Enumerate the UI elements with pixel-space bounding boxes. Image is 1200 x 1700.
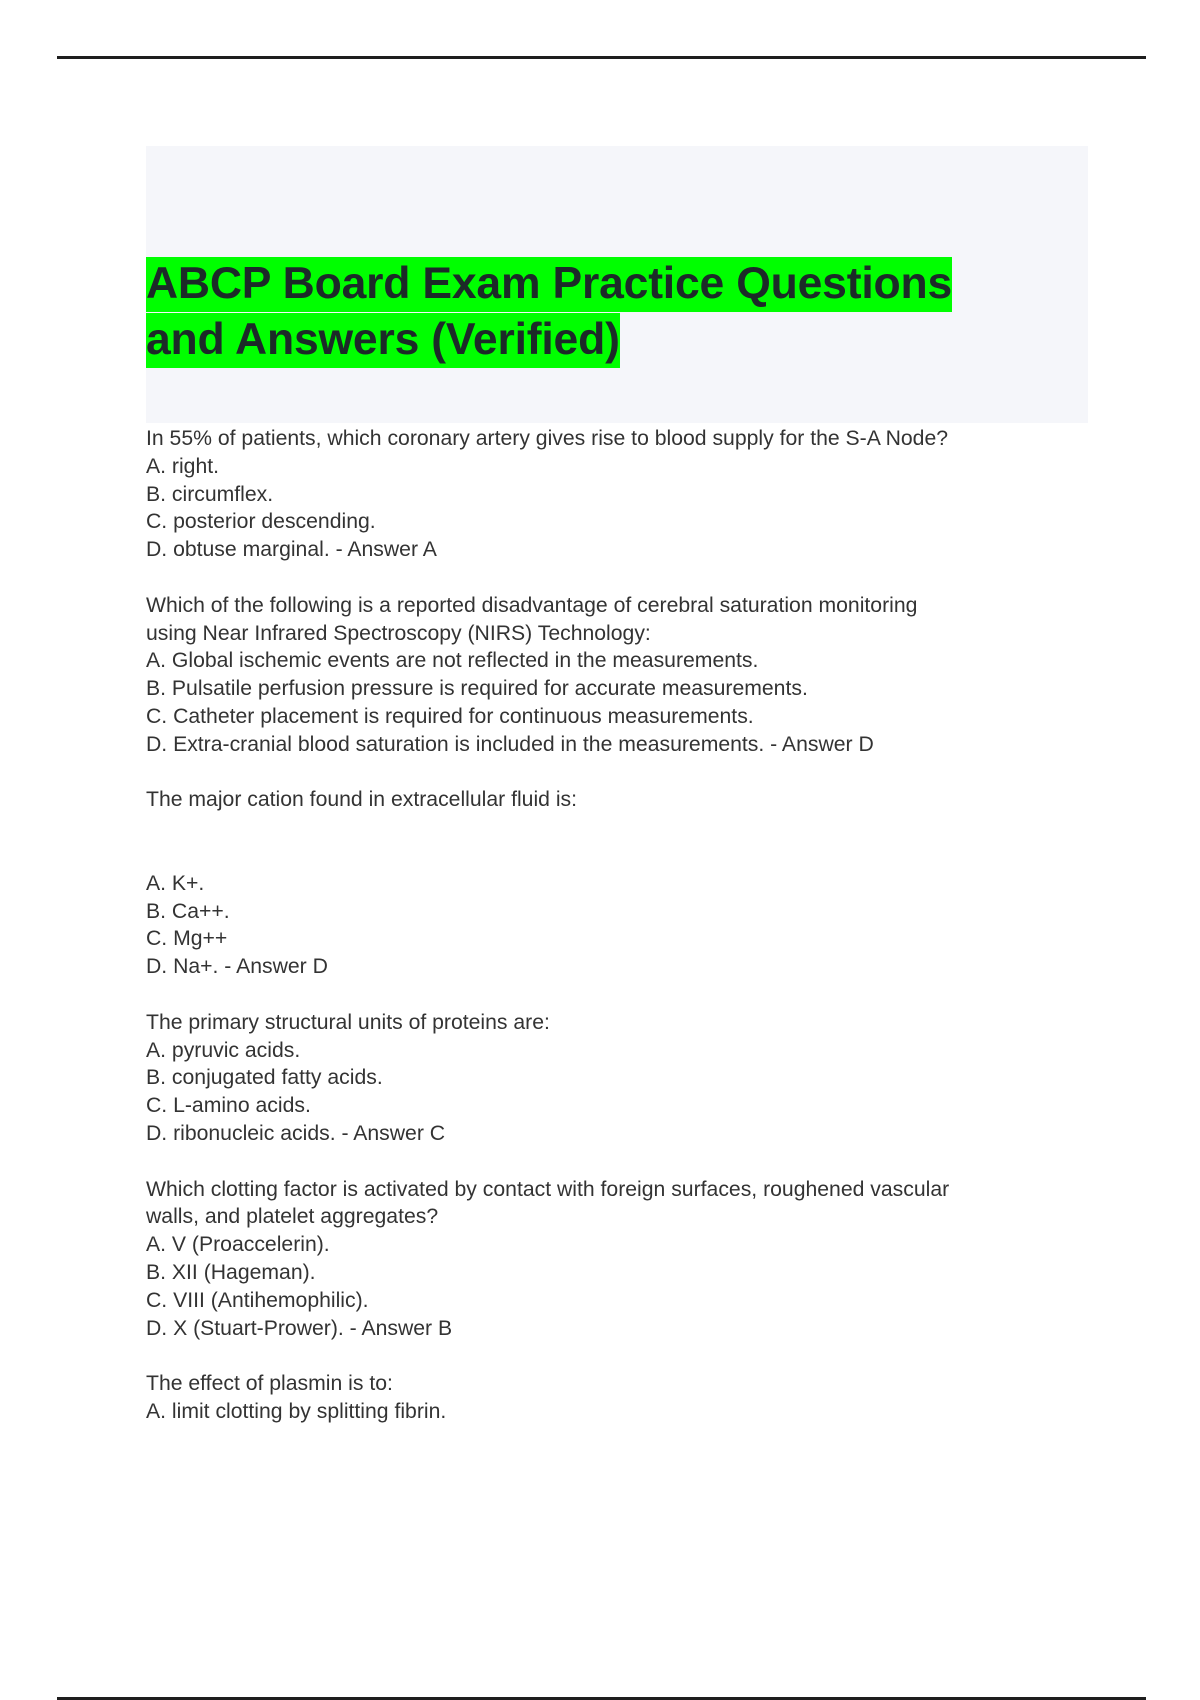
question-prompt: Which clotting factor is activated by contact with foreign surfaces, roughened vascular xyxy=(146,1177,950,1201)
answer-option: B. conjugated fatty acids. xyxy=(146,1066,383,1090)
answer-option-with-key: D. obtuse marginal. - Answer A xyxy=(146,538,437,562)
answer-option: B. circumflex. xyxy=(146,482,274,506)
question-prompt: The effect of plasmin is to: xyxy=(146,1372,393,1396)
question-prompt: In 55% of patients, which coronary artery gives rise to blood supply for the S-A Node? xyxy=(146,427,949,450)
answer-option-with-key: D. Extra-cranial blood saturation is included in the measurements. - Answer D xyxy=(146,732,874,756)
question-2 xyxy=(146,592,1106,759)
answer-option-with-key: D. X (Stuart-Prower). - Answer B xyxy=(146,1316,453,1340)
question-prompt: Which of the following is a reported disadvantage of cerebral saturation monitoring xyxy=(146,593,918,617)
top-divider-line xyxy=(57,56,1146,59)
question-5 xyxy=(146,1176,1106,1343)
answer-option: A. K+. xyxy=(146,871,205,895)
title-banner xyxy=(146,146,1088,423)
answer-option: C. Mg++ xyxy=(146,927,228,951)
answer-option-with-key: D. Na+. - Answer D xyxy=(146,955,328,979)
answer-option: A. Global ischemic events are not reflected in the measurements. xyxy=(146,649,759,673)
answer-option: B. XII (Hageman). xyxy=(146,1260,316,1284)
title-highlight-line-2: and Answers (Verified) xyxy=(146,313,620,368)
answer-option: C. Catheter placement is required for continuous measurements. xyxy=(146,704,754,728)
question-3 xyxy=(146,786,1106,981)
question-1 xyxy=(146,425,1106,564)
question-prompt: The primary structural units of proteins are: xyxy=(146,1010,550,1034)
question-prompt: The major cation found in extracellular fluid is: xyxy=(146,788,578,812)
questions-list xyxy=(146,425,1106,1453)
blank-space xyxy=(146,814,1106,870)
answer-option: B. Ca++. xyxy=(146,899,230,923)
question-prompt-continued: walls, and platelet aggregates? xyxy=(146,1205,439,1229)
answer-option-with-key: D. ribonucleic acids. - Answer C xyxy=(146,1121,446,1145)
answer-option: A. right. xyxy=(146,454,220,478)
question-4 xyxy=(146,1009,1106,1148)
answer-option: C. VIII (Antihemophilic). xyxy=(146,1288,369,1312)
question-6 xyxy=(146,1370,1106,1426)
question-prompt-continued: using Near Infrared Spectroscopy (NIRS) Technology: xyxy=(146,621,651,645)
answer-option: C. L-amino acids. xyxy=(146,1094,311,1118)
answer-option: C. posterior descending. xyxy=(146,510,376,534)
answer-option: A. pyruvic acids. xyxy=(146,1038,301,1062)
answer-option: B. Pulsatile perfusion pressure is required for accurate measurements. xyxy=(146,677,808,701)
answer-option: A. limit clotting by splitting fibrin. xyxy=(146,1399,447,1423)
document-title xyxy=(146,256,1046,368)
answer-option: A. V (Proaccelerin). xyxy=(146,1233,330,1257)
title-highlight-line-1: ABCP Board Exam Practice Questions xyxy=(146,257,952,312)
